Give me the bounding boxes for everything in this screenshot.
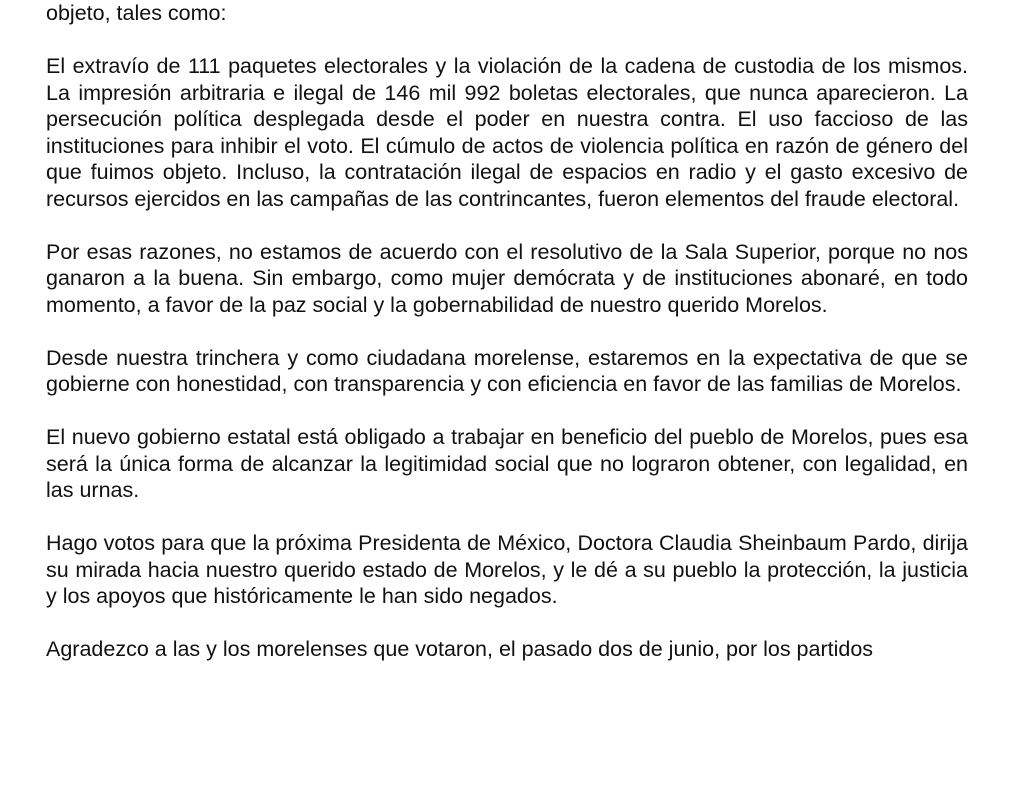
paragraph-irregularities: El extravío de 111 paquetes electorales y la violación de la cadena de custodia de los mismos. La impresión arbitraria e ilegal de 146 mil 992 boletas electorales, que nunca aparecieron. La persecución política desplegada desde el poder en nuestra contra. El uso faccioso de las instituciones para inhibir el voto. El cúmulo de actos de violencia política en razón de género del que fuimos objeto. Incluso, la contratación ilegal de espacios en radio y el gasto excesivo de recursos ejercidos en las campañas de las contrincantes, fueron elementos del fraude electoral.	[46, 54, 968, 211]
paragraph-fragment-top: objeto, tales como:	[46, 1, 227, 25]
paragraph-new-government: El nuevo gobierno estatal está obligado a trabajar en beneficio del pueblo de Morelos, pues esa será la única forma de alcanzar la legitimidad social que no lograron obtener, con legalidad, en las urnas.	[46, 425, 968, 502]
document-body	[46, 0, 968, 689]
paragraph-president: Hago votos para que la próxima Presidenta de México, Doctora Claudia Sheinbaum Pardo, dirija su mirada hacia nuestro querido estado de Morelos, y le dé a su pueblo la protección, la justicia y los apoyos que históricamente le han sido negados.	[46, 531, 968, 608]
paragraph-thanks: Agradezco a las y los morelenses que votaron, el pasado dos de junio, por los partidos	[46, 637, 874, 661]
paragraph-expectation: Desde nuestra trinchera y como ciudadana morelense, estaremos en la expectativa de que se gobierne con honestidad, con transparencia y con eficiencia en favor de las familias de Morelos.	[46, 345, 968, 396]
paragraph-disagreement: Por esas razones, no estamos de acuerdo con el resolutivo de la Sala Superior, porque no nos ganaron a la buena. Sin embargo, como mujer demócrata y de instituciones abonaré, en todo momento, a favor de la paz social y la gobernabilidad de nuestro querido Morelos.	[46, 239, 968, 317]
